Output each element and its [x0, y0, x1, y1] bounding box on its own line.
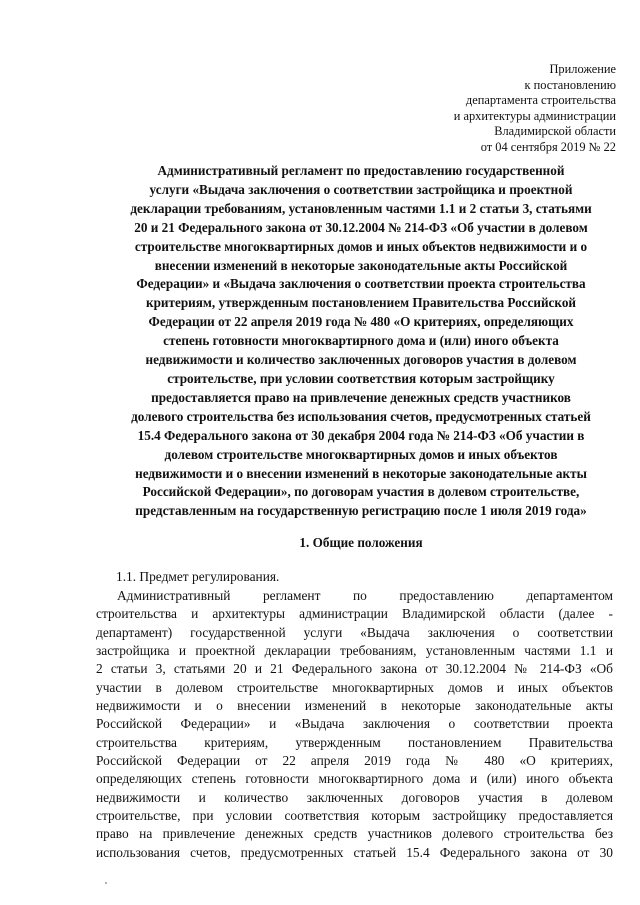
subsection-heading: 1.1. Предмет регулирования. [116, 569, 280, 584]
paragraph-line: 2 статьи 3, статьями 20 и 21 Федерального закона от 30.12.2004 № 214-ФЗ «Об [96, 661, 613, 677]
title-line: услуги «Выдача заключения о соответствии застройщика и проектной [149, 181, 573, 197]
title-line: недвижимости и количество заключенных договоров участия в долевом [145, 352, 577, 368]
appendix-line: департамента строительства [465, 93, 616, 108]
title-line: недвижимости и о внесении изменений в некоторые законодательные акты [135, 465, 587, 481]
appendix-line: от 04 сентября 2019 № 22 [480, 139, 616, 154]
title-line: Федерации» и «Выдача заключения о соответствии проекта строительства [136, 276, 586, 292]
paragraph-line: участии в долевом строительстве многоквартирных домов и иных объектов [96, 679, 613, 695]
paragraph-line: использования счетов, предусмотренных статьей 15.4 Федерального закона от 30 [96, 844, 613, 860]
title-line: строительстве, при условии соответствия которым застройщику [167, 370, 555, 386]
title-line: предоставляется право на привлечение денежных средств участников [151, 389, 571, 405]
paragraph-line: Административный регламент по предоставлению департаментом [117, 588, 613, 603]
title-line: долевого строительства без использования счетов, предусмотренных статьей [131, 408, 591, 424]
paragraph-line: право на привлечение денежных средств участников долевого строительства без [96, 826, 613, 842]
title-line: Административный регламент по предоставлению государственной [157, 163, 565, 178]
paragraph-line: строительстве, при условии соответствия которым застройщику предоставляется [96, 808, 613, 824]
title-line: 15.4 Федерального закона от 30 декабря 2004 года № 214-ФЗ «Об участии в [137, 427, 585, 443]
paragraph-line: строительства и архитектуры администрации Владимирской области (далее - [96, 606, 613, 622]
document-title [96, 162, 626, 521]
appendix-line: к постановлению [524, 77, 616, 92]
paragraph-line: недвижимости и о внесении изменений в некоторые законодательные акты [96, 698, 613, 714]
appendix-line: Владимирской области [494, 124, 616, 139]
appendix-line: Приложение [549, 62, 616, 76]
body-paragraph [96, 587, 613, 862]
title-line: декларации требованиям, установленным частями 1.1 и 2 статьи 3, статьями [130, 200, 592, 216]
paragraph-line: определяющих степень готовности многоквартирного дома и (или) иного объекта [96, 771, 613, 787]
paragraph-line: недвижимости и количество заключенных договоров участия в долевом [96, 789, 613, 805]
title-line: Федерации от 22 апреля 2019 года № 480 «О критериях, определяющих [148, 314, 574, 330]
appendix-line: и архитектуры администрации [453, 108, 616, 123]
scan-speck [105, 882, 107, 884]
paragraph-line: застройщика и проектной декларации требованиям, установленным частями 1.1 и [96, 643, 613, 659]
title-line: представленным на государственную регистрацию после 1 июля 2019 года» [135, 503, 587, 519]
paragraph-line: Российской Федерации» и «Выдача заключения о соответствии проекта [96, 716, 613, 732]
section-heading: 1. Общие положения [299, 535, 423, 550]
title-line: внесении изменений в некоторые законодательные акты Российской [154, 257, 568, 273]
paragraph-line: строительства критериям, утвержденным постановлением Правительства [96, 734, 613, 750]
title-line: 20 и 21 Федерального закона от 30.12.2004 № 214-ФЗ «Об участии в долевом [134, 219, 588, 235]
title-line: Российской Федерации», по договорам участия в долевом строительстве, [142, 484, 580, 500]
paragraph-line: департамент) государственной услуги «Выдача заключения о соответствии [96, 624, 613, 640]
title-line: критериям, утвержденным постановлением Правительства Российской [145, 295, 577, 311]
paragraph-line: Российской Федерации от 22 апреля 2019 года № 480 «О критериях, [96, 753, 613, 769]
title-line: степень готовности многоквартирного дома и (или) иного объекта [163, 333, 559, 349]
title-line: долевом строительстве многоквартирных домов и иных объектов [164, 446, 558, 462]
title-line: строительстве многоквартирных домов и иных объектов недвижимости и о [134, 238, 588, 254]
appendix-header [356, 62, 616, 156]
